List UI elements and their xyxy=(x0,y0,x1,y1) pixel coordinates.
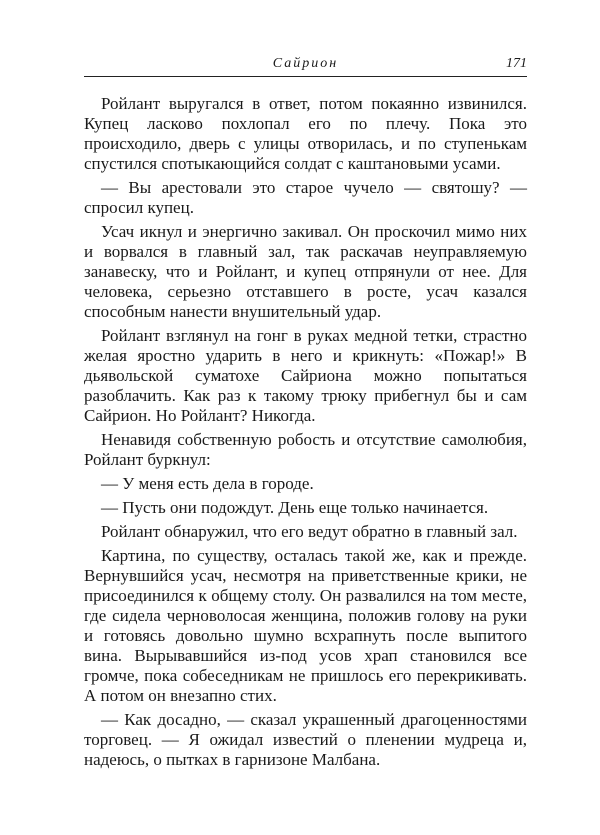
page-header xyxy=(84,50,527,77)
running-title: Сайрион xyxy=(272,56,339,71)
paragraph: — У меня есть дела в городе. xyxy=(101,474,314,493)
paragraph: — Вы арестовали это старое чучело — святошу? — спросил купец. xyxy=(84,178,527,217)
paragraph: Ненавидя собственную робость и отсутствие самолюбия, Ройлант буркнул: xyxy=(84,430,527,469)
paragraph: Картина, по существу, осталась такой же, как и прежде. Вернувшийся усач, несмотря на приветственные крики, не присоединился к общему столу. Он развалился на том месте, где сидела черноволосая женщина, положив голову на руки и готовясь довольно шумно всхрапнуть после выпитого вина. Вырывавшийся из-под усов храп становился все громче, пока собеседникам не пришлось его перекрикивать. А потом он внезапно стих. xyxy=(84,546,527,705)
paragraph: Усач икнул и энергично закивал. Он проскочил мимо них и ворвался в главный зал, так раскачав неуправляемую занавеску, что и Ройлант, и купец отпрянули от нее. Для человека, серьезно отставшего в росте, усач казался способным нанести внушительный удар. xyxy=(84,222,527,321)
paragraph: Ройлант взглянул на гонг в руках медной тетки, страстно желая яростно ударить в него и крикнуть: «Пожар!» В дьявольской суматохе Сайриона можно попытаться разоблачить. Как раз к такому трюку прибегнул бы и сам Сайрион. Но Ройлант? Никогда. xyxy=(84,326,527,425)
paragraph: — Как досадно, — сказал украшенный драгоценностями торговец. — Я ожидал известий о пленении мудреца и, надеюсь, о пытках в гарнизоне Малбана. xyxy=(84,710,527,769)
paragraph: Ройлант выругался в ответ, потом покаянно извинился. Купец ласково похлопал его по плечу. Пока это происходило, дверь с улицы отворилась, и по ступенькам спустился спотыкающийся солдат с каштановыми усами. xyxy=(84,94,527,173)
text-body xyxy=(84,94,527,774)
page-number: 171 xyxy=(506,56,527,71)
paragraph: — Пусть они подождут. День еще только начинается. xyxy=(101,498,489,517)
paragraph: Ройлант обнаружил, что его ведут обратно в главный зал. xyxy=(101,522,518,541)
